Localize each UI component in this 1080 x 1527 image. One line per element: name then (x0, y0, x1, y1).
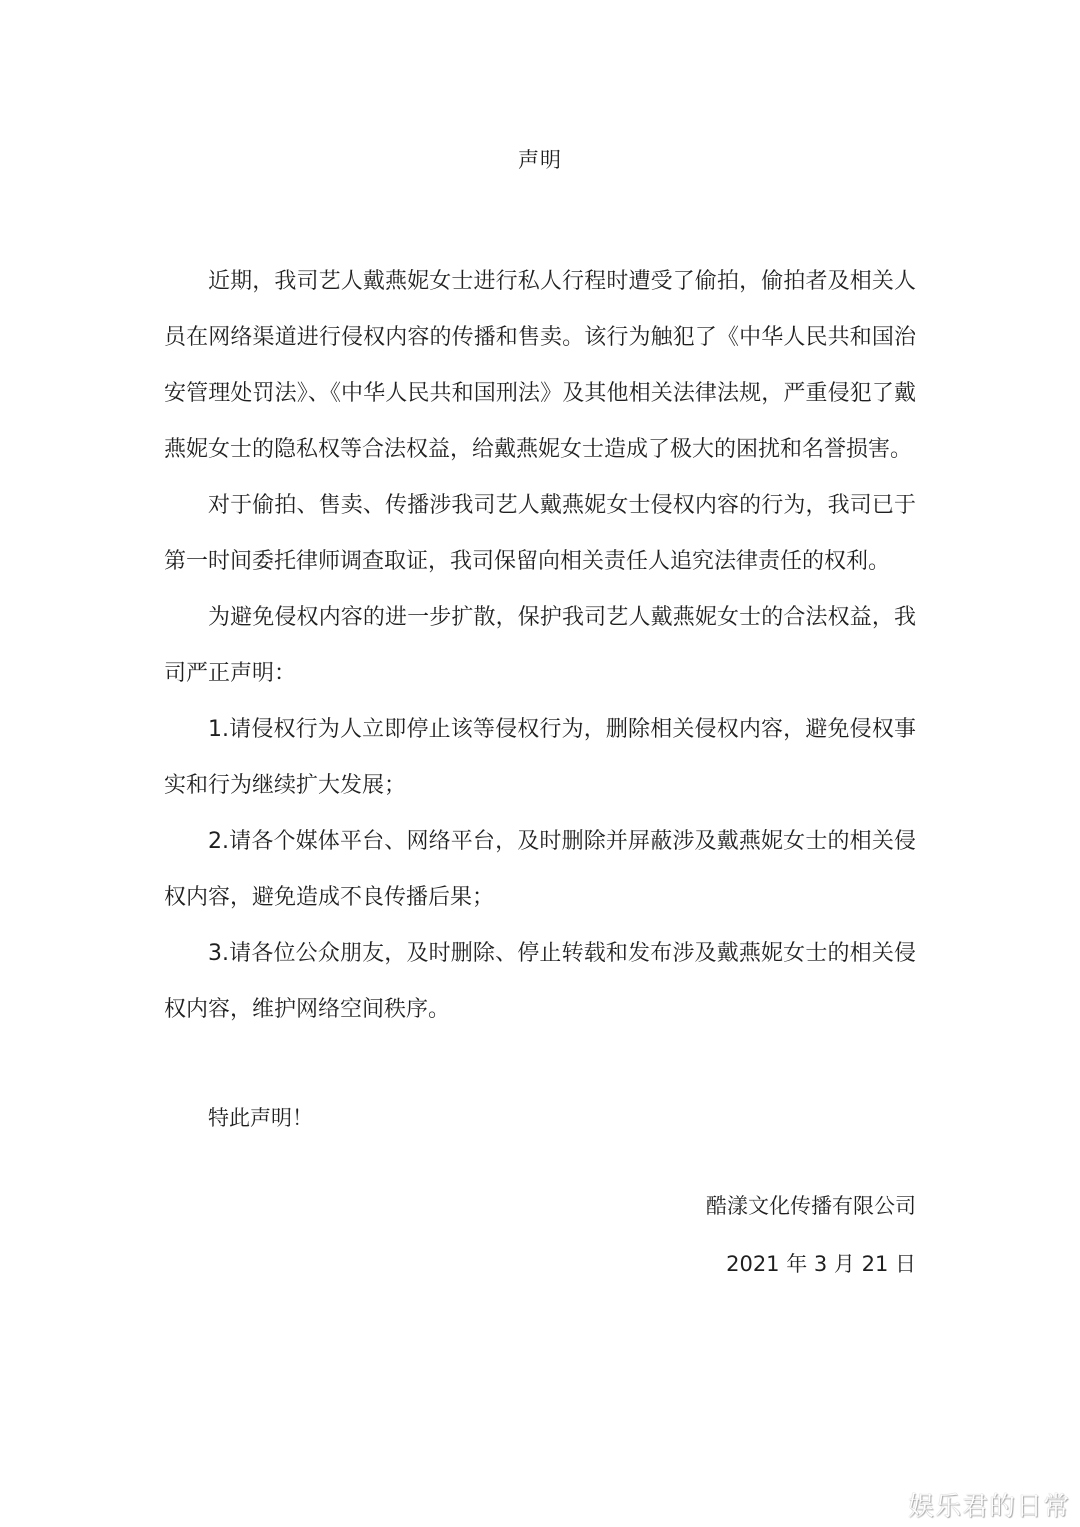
watermark: 娱乐君的日常 (907, 1492, 1070, 1522)
declaration-item-3: 3.请各位公众朋友，及时删除、停止转载和发布涉及戴燕妮女士的相关侵权内容，维护网络空间秩序。 (164, 941, 916, 1022)
paragraph-legal-action: 对于偷拍、售卖、传播涉我司艺人戴燕妮女士侵权内容的行为，我司已于第一时间委托律师调查取证，我司保留向相关责任人追究法律责任的权利。 (164, 493, 916, 574)
signature-date: 2021 年 3 月 21 日 (726, 1252, 916, 1276)
company-signature: 酷漾文化传播有限公司 (706, 1194, 916, 1218)
document-body (164, 254, 916, 1038)
declaration-item-1: 1.请侵权行为人立即停止该等侵权行为，删除相关侵权内容，避免侵权事实和行为继续扩大发展； (164, 717, 916, 798)
paragraph-declaration-intro: 为避免侵权内容的进一步扩散，保护我司艺人戴燕妮女士的合法权益，我司严正声明： (164, 605, 916, 686)
declaration-item-2: 2.请各个媒体平台、网络平台，及时删除并屏蔽涉及戴燕妮女士的相关侵权内容，避免造成不良传播后果； (164, 829, 916, 910)
paragraph-incident: 近期，我司艺人戴燕妮女士进行私人行程时遭受了偷拍，偷拍者及相关人员在网络渠道进行侵权内容的传播和售卖。该行为触犯了《中华人民共和国治安管理处罚法》、《中华人民共和国刑法》及其他相关法律法规，严重侵犯了戴燕妮女士的隐私权等合法权益，给戴燕妮女士造成了极大的困扰和名誉损害。 (164, 269, 916, 462)
document-title: 声明 (518, 148, 562, 172)
closing-statement: 特此声明！ (208, 1106, 313, 1130)
